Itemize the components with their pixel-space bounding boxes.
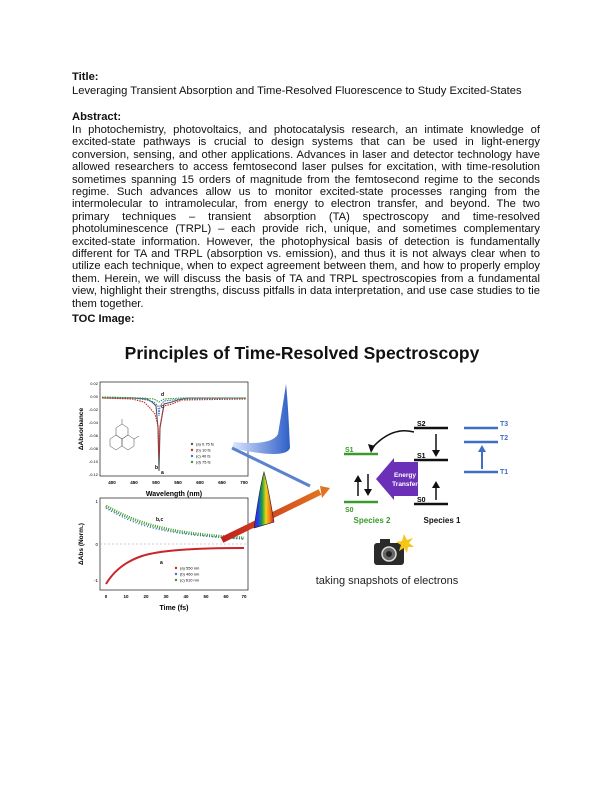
energy-transfer-arrow	[376, 458, 418, 500]
pump-pulse	[232, 384, 310, 486]
camera-icon	[374, 534, 414, 565]
top-annot-b: b	[155, 465, 159, 471]
triplet-t3: T3	[500, 421, 509, 428]
energy-diagram	[344, 421, 508, 525]
energy-transfer-line2: Transfer	[392, 481, 418, 488]
paper-title: Leveraging Transient Absorption and Time-Resolved Fluorescence to Study Excited-States	[72, 85, 522, 97]
bottom-legend-b: (b) 460 nm	[180, 571, 200, 577]
s2-state-s1: S1	[345, 447, 354, 454]
bottom-xtick-8: 70	[241, 594, 247, 599]
top-ytick-6: -0.08	[88, 446, 98, 451]
top-xtick-6: 650	[218, 480, 226, 485]
top-xtick-5: 600	[196, 480, 204, 485]
top-ytick-3: -0.02	[88, 407, 98, 412]
toc-label: TOC Image:	[72, 313, 135, 325]
bottom-xtick-5: 40	[183, 594, 189, 599]
s2-state-s0: S0	[345, 507, 354, 514]
abstract-body: In photochemistry, photovoltaics, and photocatalysis research, an intimate knowledge of excited-state pathways is crucial to design systems that can be used in light-energy conversion, sensing, and other applications. Advances in laser and detector technology have allowed researchers to access femtosecond laser pulses for excitation, with time-resolution sometimes spanning 15 orders of magnitude from the femtosecond regime to the seconds regime. Such advances allow us to monitor excited-state processes ranging from the intermolecular to intramolecular, from energy to electron transfer, and beyond. The two primary techniques – transient absorption (TA) spectroscopy and time-resolved photoluminescence (TRPL) – each provide rich, unique, and sometimes complementary excited-state information. However, the photophysical basis of detection is fundamentally different for TA and TRPL (absorption vs. emission), and thus it is not always clear when to utilize each technique, when to expect agreement between them, and how to properly employ them. Herein, we will discuss the basis of TA and TRPL spectroscopies from a fundamental view, highlight their strengths, discuss pitfalls in data interpretation, and use case studies to tie them together.	[72, 124, 540, 310]
top-plot	[78, 381, 248, 498]
energy-transfer-line1: Energy	[393, 472, 417, 479]
bottom-xtick-6: 50	[203, 594, 209, 599]
triplet-t1: T1	[500, 469, 509, 476]
bottom-ytick-3: -1	[93, 578, 98, 583]
top-ytick-8: -0.12	[88, 472, 98, 477]
top-plot-xlabel: Wavelength (nm)	[145, 491, 203, 498]
top-legend-a: (a) 0.75 fs	[196, 441, 215, 447]
bottom-ytick-2: 0	[95, 542, 98, 547]
bottom-ytick-1: 1	[95, 499, 98, 504]
trace-c	[106, 506, 244, 538]
toc-heading: Principles of Time-Resolved Spectroscopy	[124, 343, 480, 363]
top-ytick-7: -0.10	[88, 459, 98, 464]
abstract-label: Abstract:	[72, 111, 122, 123]
top-xtick-1: 400	[108, 480, 116, 485]
top-legend-d: (d) 75 fs	[196, 459, 211, 465]
bottom-plot-xlabel: Time (fs)	[159, 605, 189, 612]
top-ytick-1: 0.02	[90, 381, 98, 386]
top-legend-b: (b) 10 fs	[196, 447, 211, 453]
top-plot-frame	[100, 382, 248, 476]
top-xtick-4: 550	[174, 480, 182, 485]
toc-image	[72, 336, 542, 612]
title-label: Title:	[72, 71, 99, 83]
bottom-annot-bc: b,c	[156, 517, 164, 523]
species-2-label: Species 2	[353, 516, 391, 525]
probe-pulse	[222, 472, 330, 540]
top-xtick-3: 500	[152, 480, 160, 485]
top-xtick-7: 700	[240, 480, 248, 485]
top-ytick-4: -0.04	[88, 420, 98, 425]
trace-b	[106, 508, 244, 539]
bottom-plot-ylabel: ΔAbs (Norm.)	[78, 523, 85, 565]
bottom-legend-c: (c) 610 nm	[180, 577, 200, 583]
s1-state-s2: S2	[417, 421, 426, 428]
trace-a	[106, 548, 244, 584]
species-1-label: Species 1	[423, 516, 461, 525]
s1-state-s0: S0	[417, 497, 426, 504]
triplet-t2: T2	[500, 435, 509, 442]
top-xtick-2: 450	[130, 480, 138, 485]
top-plot-ylabel: ΔAbsorbance	[78, 407, 85, 451]
top-annot-d: d	[161, 392, 165, 398]
molecule-drawing	[110, 419, 139, 450]
top-legend-c: (c) 40 fs	[196, 453, 211, 459]
bottom-xtick-3: 20	[143, 594, 149, 599]
bottom-xtick-1: 0	[104, 594, 108, 599]
bottom-xtick-4: 30	[163, 594, 169, 599]
bottom-legend-a: (a) 550 nm	[180, 565, 200, 571]
s1-state-s1: S1	[417, 453, 426, 460]
bottom-xtick-7: 60	[223, 594, 229, 599]
top-annot-c: c	[161, 404, 164, 410]
bottom-plot	[78, 498, 248, 612]
bottom-xtick-2: 10	[123, 594, 129, 599]
bottom-annot-a: a	[160, 560, 163, 566]
top-ytick-2: 0.00	[90, 394, 98, 399]
top-ytick-5: -0.06	[88, 433, 98, 438]
toc-caption: taking snapshots of electrons	[315, 575, 459, 587]
spectrum-a	[102, 398, 246, 471]
top-annot-a: a	[161, 470, 164, 476]
